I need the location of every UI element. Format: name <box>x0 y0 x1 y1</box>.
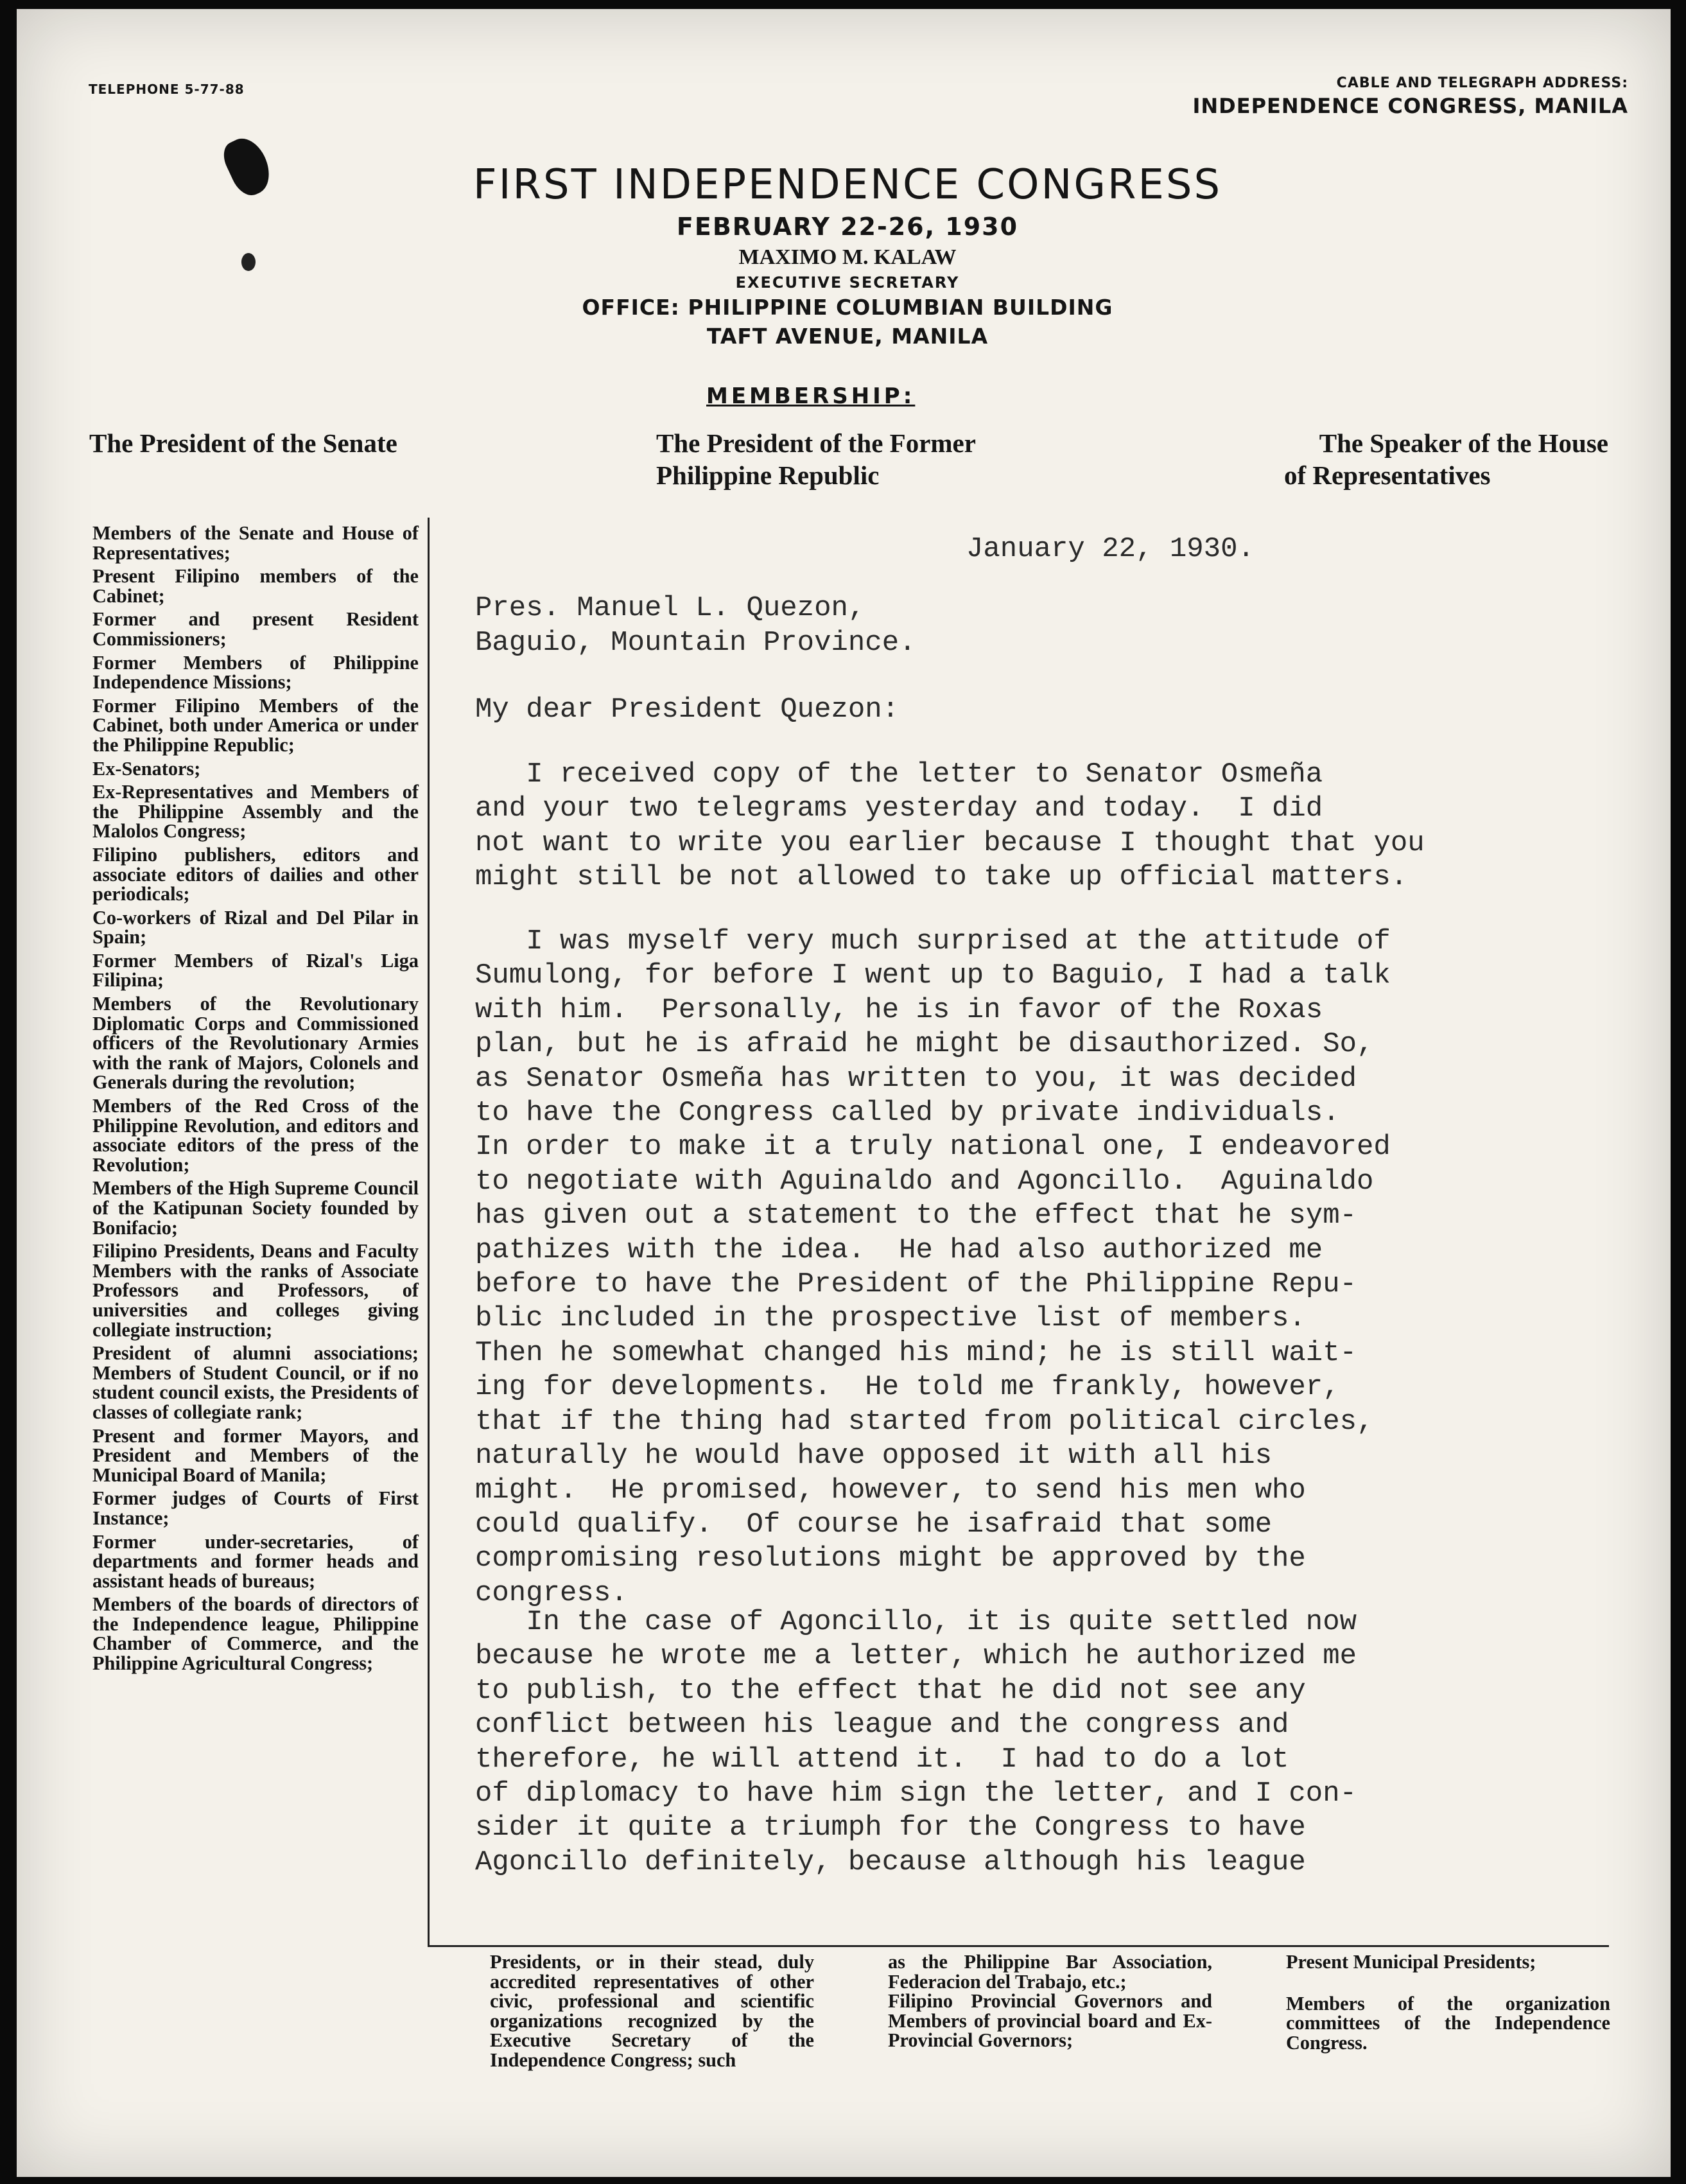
footer-divider <box>428 1945 1609 1947</box>
membership-item: Ex-Representatives and Members of the Philippine Assembly and the Malolos Congress; <box>92 781 419 843</box>
telephone-number: TELEPHONE 5-77-88 <box>89 82 245 97</box>
recipient-line: Pres. Manuel L. Quezon, <box>475 592 865 624</box>
membership-heading: MEMBERSHIP: <box>706 383 916 409</box>
membership-item: Former under-secretaries, of departments and former heads and assistant heads of bureaus; <box>92 1530 419 1592</box>
footer-text: Present Municipal Presidents; <box>1286 1951 1536 1973</box>
letter-paragraph: In the case of Agoncillo, it is quite settled now because he wrote me a letter, which he authorized me to publish, to the effect that he did not see any conflict between his league and the congress and therefore, he will attend it. I had to do a lot of diplomacy to have him sign the letter, and I con- sider it quite a triumph for the Congress to have Agoncillo definitely, because although his league <box>475 1606 1357 1878</box>
letter-date: January 22, 1930. <box>966 533 1255 565</box>
membership-item: Former Members of Philippine Independence Missions; <box>92 651 419 694</box>
organization-name: FIRST INDEPENDENCE CONGRESS <box>473 161 1222 209</box>
membership-item: Former and present Resident Commissioners; <box>92 608 419 650</box>
membership-item: Filipino Presidents, Deans and Faculty Members with the ranks of Associate Professors and Professors, of universities and colleges giving collegiate instruction; <box>92 1240 419 1341</box>
membership-item: Members of the Red Cross of the Philippine Revolution, and editors and associate editors of the press of the Revolution; <box>92 1095 419 1176</box>
membership-item: Former Members of Rizal's Liga Filipina; <box>92 949 419 992</box>
recipient-line: Baguio, Mountain Province. <box>475 627 916 659</box>
footer-text: Filipino Provincial Governors and Members of provincial board and Ex-Provincial Governors; <box>888 1990 1212 2052</box>
officer-line: The Speaker of the House <box>1319 428 1608 458</box>
letterhead <box>193 159 1502 351</box>
membership-item: Present Filipino members of the Cabinet; <box>92 565 419 607</box>
membership-item: Members of the Senate and House of Representatives; <box>92 522 419 564</box>
membership-item: Members of the Revolutionary Diplomatic Corps and Commissioned officers of the Revolutionary Armies with the rank of Majors, Colonels and Generals during the revolution; <box>92 993 419 1094</box>
membership-item: Members of the High Supreme Council of the Katipunan Society founded by Bonifacio; <box>92 1177 419 1239</box>
street-address: TAFT AVENUE, MANILA <box>706 324 989 349</box>
letter-paragraph: I received copy of the letter to Senator Osmeña and your two telegrams yesterday and today. I did not want to write you earlier because I thought that you might still be not allowed to take up official matters. <box>475 758 1425 894</box>
officer-line: Philippine Republic <box>656 460 880 490</box>
membership-item: President of alumni associations; Members of Student Council, or if no student council exists, the Presidents of classes of collegiate rank; <box>92 1342 419 1423</box>
officer-senate-president: The President of the Senate <box>89 428 397 458</box>
membership-list <box>92 523 419 1677</box>
officer-former-republic-president <box>656 427 976 491</box>
membership-item: Ex-Senators; <box>92 757 201 780</box>
letter-paragraph: I was myself very much surprised at the attitude of Sumulong, for before I went up to Baguio, I had a talk with him. Personally, he is in favor of the Roxas plan, but he is afraid he might be disauthorized. So, as Senator Osmeña has written to you, it was decided to have the Congress called by private individuals. In order to make it a truly national one, I endeavored to negotiate with Aguinaldo and Agoncillo. Aguinaldo has given out a statement to the effect that he sym- pathizes with the idea. He had also authorized me before to have the President of the Philippine Repu- blic included in the prospective list of members. Then he somewhat changed his mind; he is still wait- ing for developments. He told me frankly, however, that if the thing had started from political circles, naturally he would have opposed it with all his might. He promised, however, to send his men who could qualify. Of course he isafraid that some compromising resolutions might be approved by the congress. <box>475 925 1391 1609</box>
cable-address: INDEPENDENCE CONGRESS, MANILA <box>1192 94 1628 118</box>
membership-item: Former judges of Courts of First Instance; <box>92 1487 419 1529</box>
cable-label: CABLE AND TELEGRAPH ADDRESS: <box>1336 75 1628 91</box>
membership-item: Filipino publishers, editors and associate editors of dailies and other periodicals; <box>92 843 419 905</box>
column-divider <box>428 518 430 1946</box>
membership-item: Present and former Mayors, and President and Members of the Municipal Board of Manila; <box>92 1424 419 1486</box>
membership-item: Members of the boards of directors of the Independence league, Philippine Chamber of Commerce, and the Philippine Agricultural Congress; <box>92 1593 419 1675</box>
footer-column <box>888 1952 1212 2066</box>
officer-line: of Representatives <box>1284 460 1491 490</box>
salutation: My dear President Quezon: <box>475 694 899 726</box>
recipient-address <box>475 591 916 660</box>
secretary-name: MAXIMO M. KALAW <box>738 245 957 269</box>
cable-address-block <box>1192 75 1628 118</box>
footer-text: as the Philippine Bar Association, Federacion del Trabajo, etc.; <box>888 1951 1212 1993</box>
membership-item: Former Filipino Members of the Cabinet, both under America or under the Philippine Republic; <box>92 694 419 756</box>
membership-item: Co-workers of Rizal and Del Pilar in Spain; <box>92 906 419 948</box>
footer-column <box>490 1952 814 2086</box>
officer-line: The President of the Former <box>656 428 976 458</box>
congress-dates: FEBRUARY 22-26, 1930 <box>676 213 1019 241</box>
footer-text: Members of the organization committees of the Independence Congress. <box>1286 1992 1610 2054</box>
footer-text: Presidents, or in their stead, duly accredited representatives of other civic, professional and scientific organizations recognized by the Executive Secretary of the Independence Congress; such <box>490 1951 814 2071</box>
officer-house-speaker <box>1223 427 1608 491</box>
footer-column <box>1286 1952 1610 2068</box>
secretary-title: EXECUTIVE SECRETARY <box>735 274 960 292</box>
office-address: OFFICE: PHILIPPINE COLUMBIAN BUILDING <box>582 295 1113 320</box>
